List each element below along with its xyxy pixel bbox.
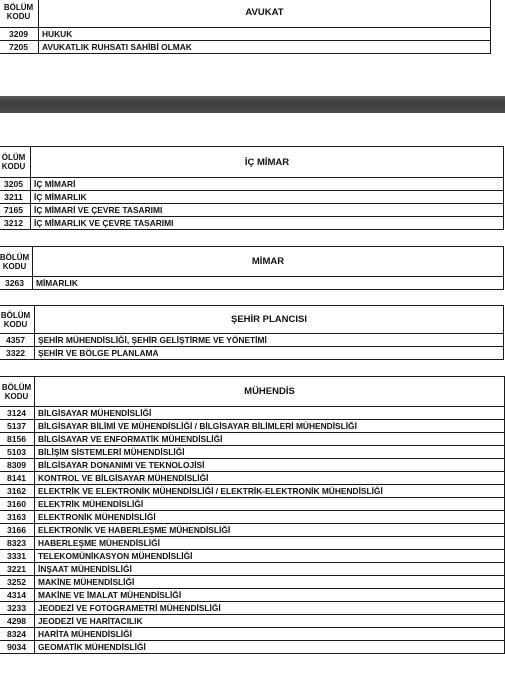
row-name: AVUKATLIK RUHSATI SAHİBİ OLMAK <box>42 42 192 52</box>
table-row <box>0 641 504 653</box>
row-code: 3160 <box>0 498 35 510</box>
row-name: İÇ MİMARİ VE ÇEVRE TASARIMI <box>34 205 163 215</box>
code-header-line2: KODU <box>4 391 29 401</box>
table-row <box>0 191 503 204</box>
table-row <box>0 41 490 53</box>
table-row <box>0 615 504 628</box>
table-header <box>0 147 503 178</box>
table-row <box>0 204 503 217</box>
table-avukat <box>0 0 491 54</box>
table-row <box>0 550 504 563</box>
row-code: 3263 <box>0 277 33 289</box>
table-mimar <box>0 246 504 290</box>
row-name: TELEKOMÜNİKASYON MÜHENDİSLİĞİ <box>38 551 193 561</box>
row-name: ELEKTRİK VE ELEKTRONİK MÜHENDİSLİĞİ / ELEKTRİK-ELEKTRONİK MÜHENDİSLİĞİ <box>38 486 383 496</box>
table-header <box>0 306 503 334</box>
row-name: ELEKTRONİK VE HABERLEŞME MÜHENDİSLİĞİ <box>38 525 231 535</box>
row-name: BİLİŞİM SİSTEMLERİ MÜHENDİSLİĞİ <box>38 447 185 457</box>
row-code: 3163 <box>0 511 35 523</box>
table-row <box>0 28 490 41</box>
table-header <box>0 377 504 407</box>
table-row <box>0 537 504 550</box>
table-row <box>0 498 504 511</box>
table-row <box>0 511 504 524</box>
row-name: BİLGİSAYAR DONANIMI VE TEKNOLOJİSİ <box>38 460 205 470</box>
code-column-header <box>0 377 35 406</box>
table-row <box>0 589 504 602</box>
row-name: BİLGİSAYAR BİLİMİ VE MÜHENDİSLİĞİ / BİLGİSAYAR BİLİMLERİ MÜHENDİSLİĞİ <box>38 421 357 431</box>
row-name: İNŞAAT MÜHENDİSLİĞİ <box>38 564 132 574</box>
table-row <box>0 602 504 615</box>
row-code: 3322 <box>0 347 35 359</box>
row-name: İÇ MİMARİ <box>34 179 76 189</box>
row-code: 3252 <box>0 576 35 588</box>
table-sehir-plancisi <box>0 305 504 360</box>
row-name: HUKUK <box>42 29 73 39</box>
row-name: MAKİNE VE İMALAT MÜHENDİSLİĞİ <box>38 590 182 600</box>
table-row <box>0 524 504 537</box>
code-header-line2: KODU <box>3 319 28 329</box>
row-name: HARİTA MÜHENDİSLİĞİ <box>38 629 132 639</box>
code-header-line1: BÖLÜM <box>3 3 34 12</box>
row-code: 3211 <box>0 191 31 203</box>
code-header-line2: KODU <box>6 12 31 21</box>
table-row <box>0 407 504 420</box>
table-title: ŞEHİR PLANCISI <box>230 314 307 325</box>
table-row <box>0 420 504 433</box>
table-row <box>0 446 504 459</box>
code-header-line2: KODU <box>1 162 26 171</box>
row-code: 3331 <box>0 550 35 562</box>
table-ic-mimar <box>0 146 504 230</box>
table-body <box>0 407 504 653</box>
row-code: 5137 <box>0 420 35 432</box>
row-code: 3221 <box>0 563 35 575</box>
row-name: HABERLEŞME MÜHENDİSLİĞİ <box>38 538 160 548</box>
table-body <box>0 178 503 229</box>
row-name: MİMARLIK <box>36 278 78 288</box>
code-header-line1: BÖLÜM <box>1 382 32 392</box>
code-column-header <box>0 147 31 177</box>
row-name: İÇ MİMARLIK VE ÇEVRE TASARIMI <box>34 218 174 228</box>
row-code: 4314 <box>0 589 35 601</box>
code-column-header <box>0 306 35 333</box>
row-name: ELEKTRONİK MÜHENDİSLİĞİ <box>38 512 156 522</box>
row-name: JEODEZİ VE FOTOGRAMETRİ MÜHENDİSLİĞİ <box>38 603 221 613</box>
row-code: 3205 <box>0 178 31 190</box>
table-row <box>0 472 504 485</box>
table-header <box>0 0 490 28</box>
row-code: 3166 <box>0 524 35 536</box>
row-code: 9034 <box>0 641 35 653</box>
row-name: ŞEHİR MÜHENDİSLİĞİ, ŞEHİR GELİŞTİRME VE YÖNETİMİ <box>38 335 267 345</box>
table-row <box>0 628 504 641</box>
row-name: MAKİNE MÜHENDİSLİĞİ <box>38 577 135 587</box>
table-title: MÜHENDİS <box>244 386 295 397</box>
row-code: 3124 <box>0 407 35 419</box>
row-code: 5103 <box>0 446 35 458</box>
row-code: 7205 <box>0 41 39 53</box>
row-code: 3212 <box>0 217 31 229</box>
table-body <box>0 28 490 53</box>
row-name: KONTROL VE BİLGİSAYAR MÜHENDİSLİĞİ <box>38 473 209 483</box>
table-row <box>0 347 503 359</box>
table-row <box>0 334 503 347</box>
row-code: 8309 <box>0 459 35 471</box>
row-name: BİLGİSAYAR MÜHENDİSLİĞİ <box>38 408 152 418</box>
code-column-header <box>0 0 39 27</box>
table-row <box>0 563 504 576</box>
row-code: 8141 <box>0 472 35 484</box>
table-row <box>0 485 504 498</box>
row-name: ŞEHİR VE BÖLGE PLANLAMA <box>38 348 159 358</box>
table-body <box>0 277 503 289</box>
code-column-header <box>0 247 33 276</box>
row-code: 8324 <box>0 628 35 640</box>
row-code: 3233 <box>0 602 35 614</box>
table-header <box>0 247 503 277</box>
row-code: 3162 <box>0 485 35 497</box>
code-header-line1: BÖLÜM <box>0 310 31 320</box>
table-row <box>0 178 503 191</box>
row-name: GEOMATİK MÜHENDİSLİĞİ <box>38 642 146 652</box>
row-code: 4298 <box>0 615 35 627</box>
row-code: 8323 <box>0 537 35 549</box>
table-title: AVUKAT <box>245 6 284 18</box>
row-code: 3209 <box>0 28 39 40</box>
table-row <box>0 433 504 446</box>
table-title: İÇ MİMAR <box>244 156 290 168</box>
row-name: BİLGİSAYAR VE ENFORMATİK MÜHENDİSLİĞİ <box>38 434 223 444</box>
table-row <box>0 217 503 229</box>
table-row <box>0 459 504 472</box>
row-name: İÇ MİMARLIK <box>34 192 87 202</box>
row-code: 7165 <box>0 204 31 216</box>
table-body <box>0 334 503 359</box>
table-title: MİMAR <box>251 256 285 267</box>
page-separator-band <box>0 96 505 113</box>
row-code: 8156 <box>0 433 35 445</box>
row-name: ELEKTRİK MÜHENDİSLİĞİ <box>38 499 144 509</box>
row-code: 4357 <box>0 334 35 346</box>
table-row <box>0 277 503 289</box>
table-row <box>0 576 504 589</box>
code-header-line2: KODU <box>2 261 27 271</box>
table-muhendis <box>0 376 505 654</box>
code-header-line1: ÖLÜM <box>1 153 26 162</box>
code-header-line1: BÖLÜM <box>0 252 30 262</box>
row-name: JEODEZİ VE HARİTACILIK <box>38 616 143 626</box>
